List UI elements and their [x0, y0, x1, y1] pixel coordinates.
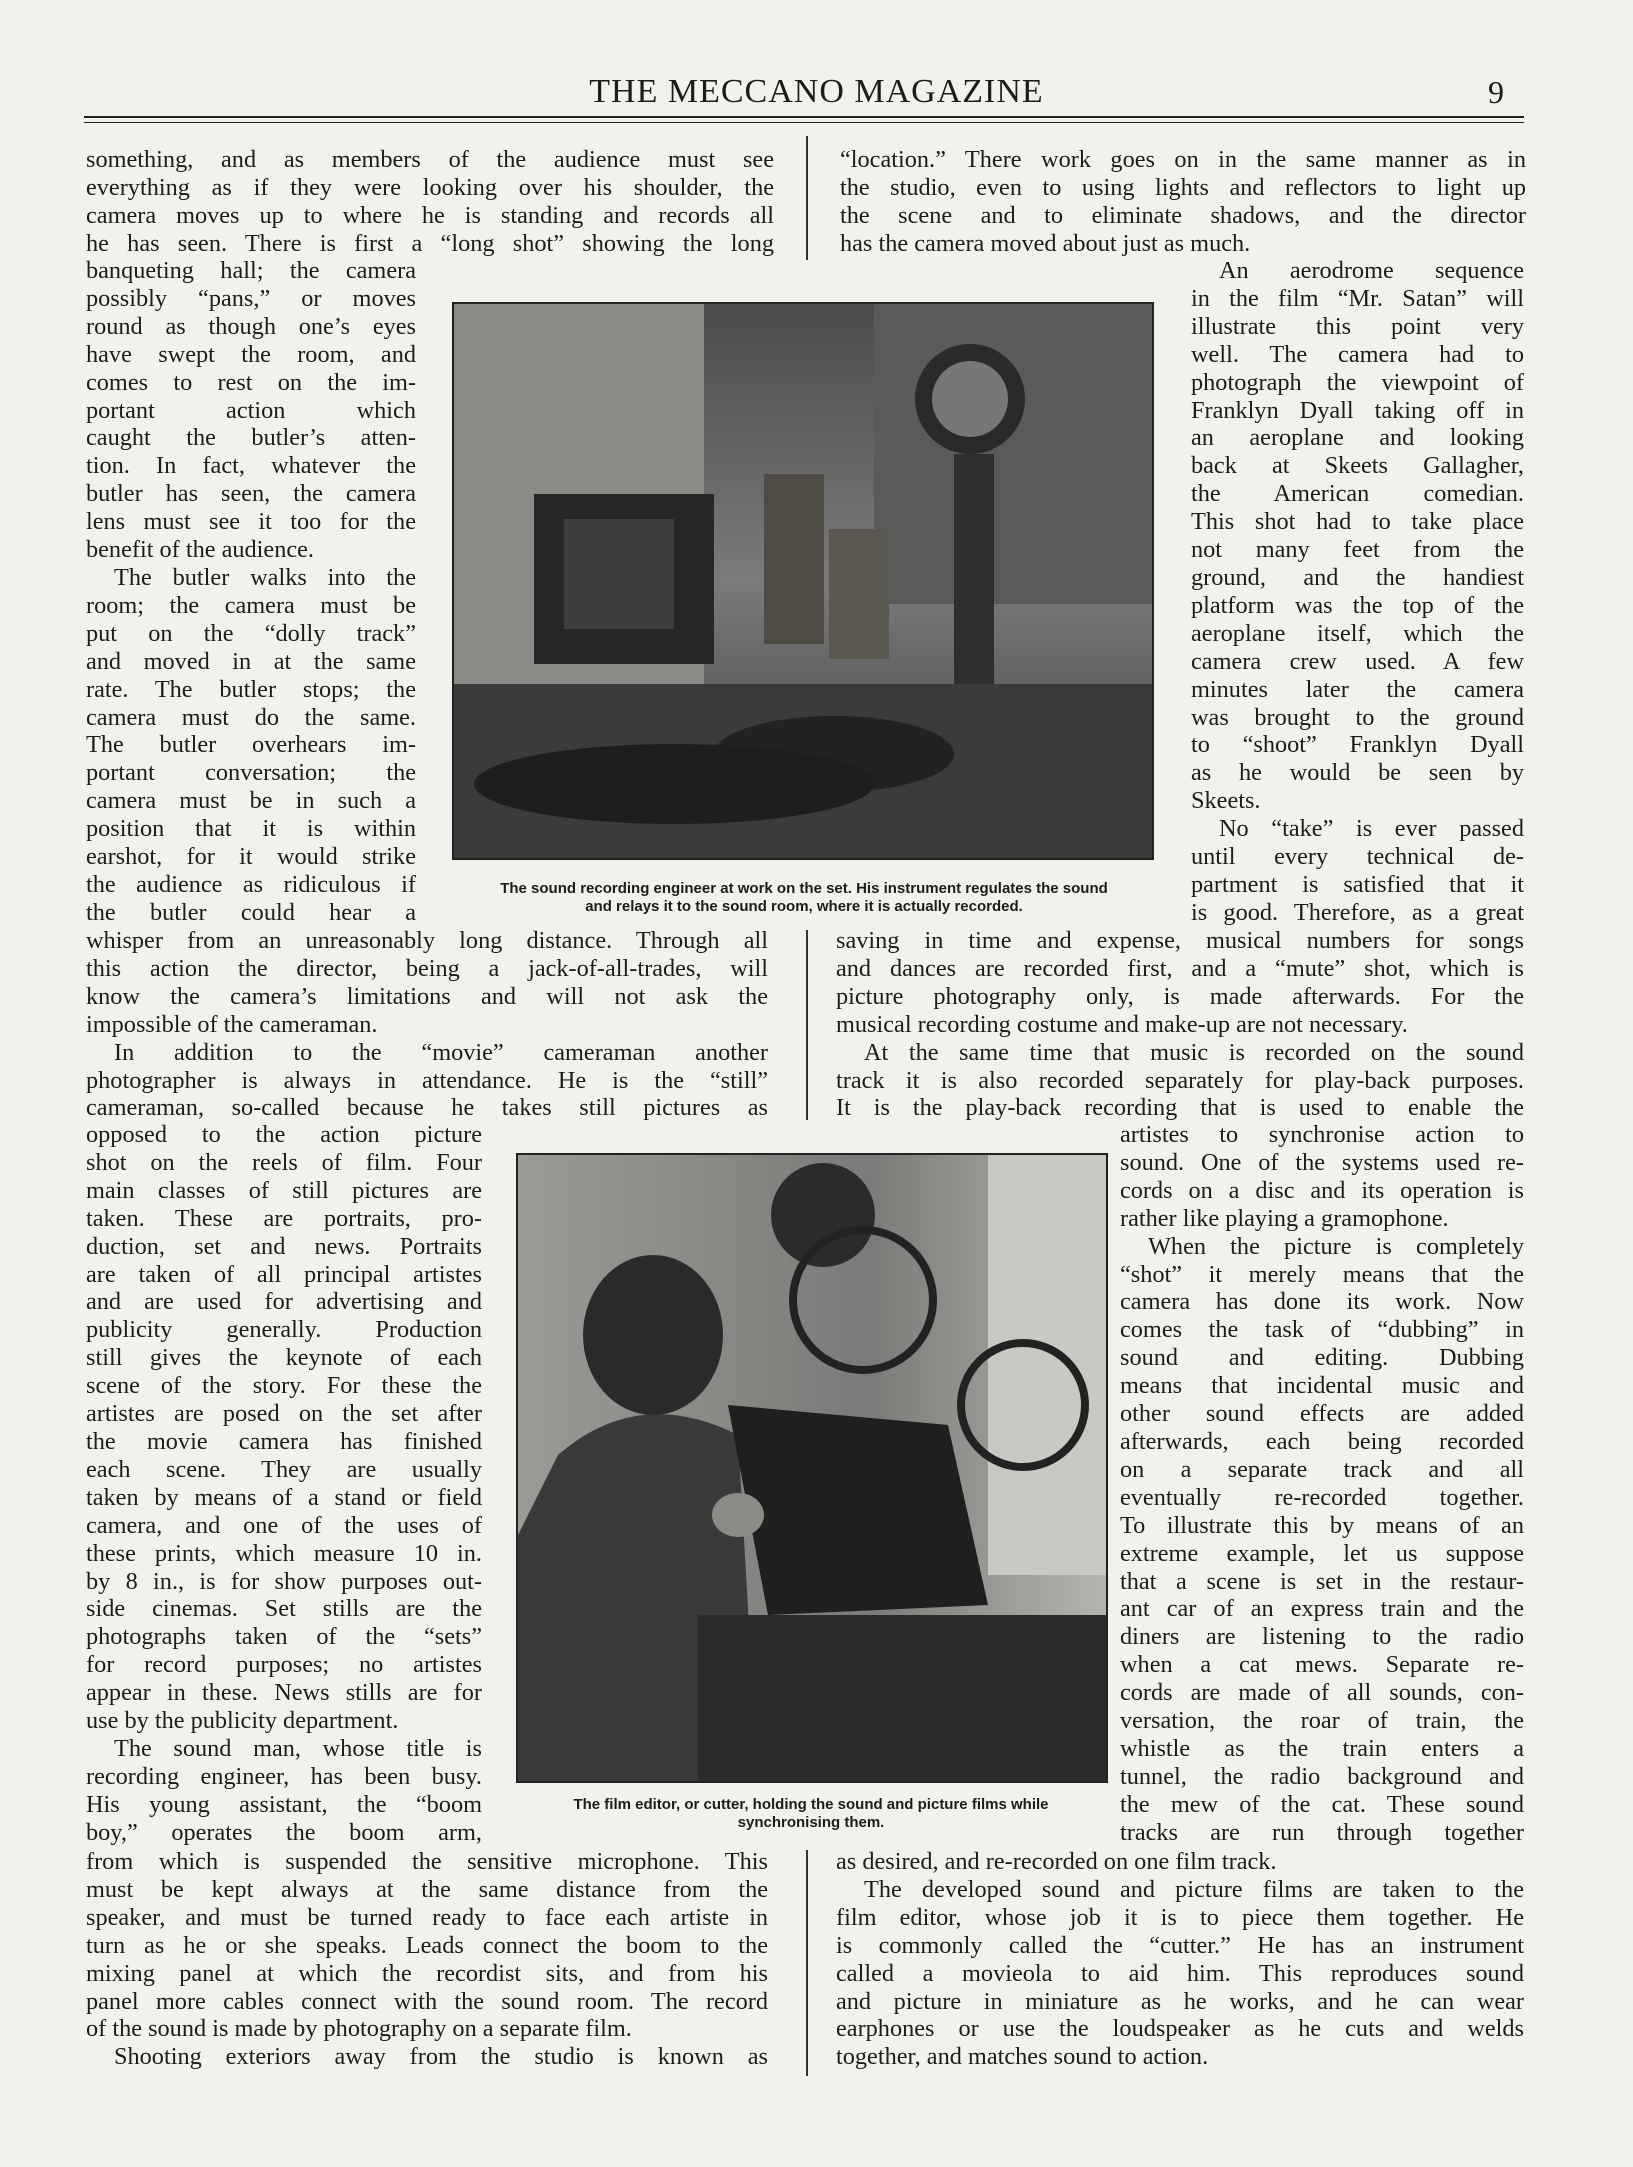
text-line: saving in time and expense, musical numbers for songs — [836, 927, 1524, 954]
text-line: It is the play-back recording that is used to enable the — [836, 1094, 1524, 1122]
photo-2-caption-line-2: synchronising them. — [737, 1814, 885, 1831]
text-line: well. The camera had to — [1191, 340, 1524, 368]
text-line: Shooting exteriors away from the studio is known as — [114, 2043, 768, 2071]
text-line: sound. One of the systems used re- — [1120, 1148, 1524, 1176]
text-line: the audience as ridiculous if — [86, 870, 416, 898]
text-line: boy,” operates the boom arm, — [86, 1818, 482, 1846]
text-line: aeroplane itself, which the — [1191, 619, 1524, 647]
text-line: portant conversation; the — [86, 759, 416, 787]
left-column-narrow-text — [86, 257, 416, 927]
text-line: is good. Therefore, as a great — [1191, 898, 1524, 926]
text-line: rather like playing a gramophone. — [1120, 1204, 1449, 1232]
text-line: To illustrate this by means of an — [1120, 1511, 1524, 1539]
photo-2-caption-line-1: The film editor, or cutter, holding the sound and picture films while — [573, 1796, 1049, 1813]
text-line: put on the “dolly track” — [86, 619, 416, 647]
text-line: earshot, for it would strike — [86, 843, 416, 871]
text-line: must be kept always at the same distance from the — [86, 1875, 768, 1903]
text-line: mixing panel at which the recordist sits, and from his — [86, 1959, 768, 1987]
text-line: and moved in at the same — [86, 647, 416, 675]
text-line: camera, and one of the uses of — [86, 1511, 482, 1539]
film-editor-photo — [516, 1153, 1108, 1783]
text-line: back at Skeets Gallagher, — [1191, 452, 1524, 480]
text-line: tion. In fact, whatever the — [86, 452, 416, 480]
text-line: everything as if they were looking over his shoulder, the — [86, 173, 774, 201]
text-line: shot on the reels of film. Four — [86, 1148, 482, 1176]
text-line: appear in these. News stills are for — [86, 1679, 482, 1707]
text-line: This shot had to take place — [1191, 508, 1524, 536]
sound-engineer-photo — [452, 302, 1154, 860]
right-column-middle-text — [836, 927, 1524, 1122]
text-line: possibly “pans,” or moves — [86, 284, 416, 312]
text-line: still gives the keynote of each — [86, 1344, 482, 1372]
text-line: are taken of all principal artistes — [86, 1260, 482, 1288]
text-line: for record purposes; no artistes — [86, 1651, 482, 1679]
text-line: he has seen. There is first a “long shot” showing the long — [86, 229, 774, 257]
text-line: When the picture is completely — [1148, 1232, 1524, 1260]
text-line: whisper from an unreasonably long distance. Through all — [86, 927, 768, 954]
photo-1-caption — [444, 880, 1164, 916]
text-line: from which is suspended the sensitive microphone. This — [86, 1848, 768, 1875]
text-line: partment is satisfied that it — [1191, 870, 1524, 898]
text-line: comes the task of “dubbing” in — [1120, 1316, 1524, 1344]
text-line: something, and as members of the audience must see — [86, 146, 774, 173]
text-line: The butler overhears im- — [86, 731, 416, 759]
text-line: ant car of an express train and the — [1120, 1595, 1524, 1623]
text-line: extreme example, let us suppose — [1120, 1539, 1524, 1567]
text-line: An aerodrome sequence — [1219, 257, 1524, 284]
text-line: side cinemas. Set stills are the — [86, 1595, 482, 1623]
text-line: camera must be in such a — [86, 787, 416, 815]
text-line: use by the publicity department. — [86, 1707, 399, 1735]
text-line: platform was the top of the — [1191, 591, 1524, 619]
left-column-narrow-text-2 — [86, 1121, 482, 1847]
text-line: film editor, whose job it is to piece them together. He — [836, 1903, 1524, 1931]
text-line: tracks are run through together — [1120, 1818, 1524, 1846]
text-line: afterwards, each being recorded — [1120, 1427, 1524, 1455]
text-line: The developed sound and picture films are taken to the — [864, 1875, 1524, 1903]
text-line: At the same time that music is recorded on the sound — [864, 1038, 1524, 1066]
text-line: cords are made of all sounds, con- — [1120, 1679, 1524, 1707]
text-line: caught the butler’s atten- — [86, 424, 416, 452]
text-line: an aeroplane and looking — [1191, 424, 1524, 452]
text-line: the scene and to eliminate shadows, and the director — [840, 201, 1526, 229]
right-column-narrow-text-2 — [1120, 1121, 1524, 1847]
text-line: and are used for advertising and — [86, 1288, 482, 1316]
text-line: “location.” There work goes on in the same manner as in — [840, 146, 1526, 173]
column-divider — [806, 1850, 808, 2076]
text-line: and dances are recorded first, and a “mute” shot, which is — [836, 954, 1524, 982]
text-line: picture photography only, is made afterwards. For the — [836, 982, 1524, 1010]
text-line: whistle as the train enters a — [1120, 1734, 1524, 1762]
text-line: round as though one’s eyes — [86, 312, 416, 340]
text-line: know the camera’s limitations and will not ask the — [86, 982, 768, 1010]
right-column-bottom-text — [836, 1848, 1524, 2071]
text-line: taken. These are portraits, pro- — [86, 1204, 482, 1232]
photo-1-caption-line-1: The sound recording engineer at work on the set. His instrument regulates the sound — [500, 880, 1108, 897]
text-line: and picture in miniature as he works, and he can wear — [836, 1987, 1524, 2015]
text-line: each scene. They are usually — [86, 1455, 482, 1483]
text-line: called a movieola to aid him. This reproduces sound — [836, 1959, 1524, 1987]
text-line: “shot” it merely means that the — [1120, 1260, 1524, 1288]
text-line: position that it is within — [86, 815, 416, 843]
right-column-narrow-text — [1191, 257, 1524, 927]
text-line: camera has done its work. Now — [1120, 1288, 1524, 1316]
text-line: room; the camera must be — [86, 591, 416, 619]
text-line: musical recording costume and make-up are not necessary. — [836, 1010, 1408, 1038]
text-line: the studio, even to using lights and reflectors to light up — [840, 173, 1526, 201]
text-line: ground, and the handiest — [1191, 563, 1524, 591]
text-line: artistes are posed on the set after — [86, 1400, 482, 1428]
right-column-top-text — [840, 146, 1526, 258]
text-line: the butler could hear a — [86, 898, 416, 926]
text-line: not many feet from the — [1191, 536, 1524, 564]
text-line: camera must do the same. — [86, 703, 416, 731]
text-line: sound and editing. Dubbing — [1120, 1344, 1524, 1372]
text-line: benefit of the audience. — [86, 536, 315, 564]
text-line: in the film “Mr. Satan” will — [1191, 284, 1524, 312]
text-line: track it is also recorded separately for play-back purposes. — [836, 1066, 1524, 1094]
text-line: rate. The butler stops; the — [86, 675, 416, 703]
text-line: eventually re-recorded together. — [1120, 1483, 1524, 1511]
page-number: 9 — [1488, 74, 1504, 110]
left-column-middle-text — [86, 927, 768, 1122]
text-line: until every technical de- — [1191, 843, 1524, 871]
text-line: this action the director, being a jack-of-all-trades, will — [86, 954, 768, 982]
text-line: cameraman, so-called because he takes still pictures as — [86, 1094, 768, 1122]
text-line: tunnel, the radio background and — [1120, 1762, 1524, 1790]
column-divider — [806, 930, 808, 1120]
text-line: camera crew used. A few — [1191, 647, 1524, 675]
text-line: minutes later the camera — [1191, 675, 1524, 703]
text-line: by 8 in., is for show purposes out- — [86, 1567, 482, 1595]
text-line: versation, the roar of train, the — [1120, 1707, 1524, 1735]
text-line: His young assistant, the “boom — [86, 1790, 482, 1818]
photo-2-caption — [496, 1796, 1126, 1832]
page-header-title: THE MECCANO MAGAZINE — [589, 73, 1044, 110]
text-line: Skeets. — [1191, 787, 1261, 815]
text-line: main classes of still pictures are — [86, 1176, 482, 1204]
text-line: The sound man, whose title is — [114, 1734, 482, 1762]
text-line: lens must see it too for the — [86, 508, 416, 536]
text-line: have swept the room, and — [86, 340, 416, 368]
text-line: banqueting hall; the camera — [86, 257, 416, 284]
text-line: recording engineer, has been busy. — [86, 1762, 482, 1790]
text-line: scene of the story. For these the — [86, 1372, 482, 1400]
text-line: illustrate this point very — [1191, 312, 1524, 340]
text-line: the American comedian. — [1191, 480, 1524, 508]
text-line: The butler walks into the — [114, 563, 416, 591]
header-rule-top — [84, 116, 1524, 118]
text-line: the movie camera has finished — [86, 1427, 482, 1455]
text-line: diners are listening to the radio — [1120, 1623, 1524, 1651]
text-line: as he would be seen by — [1191, 759, 1524, 787]
text-line: opposed to the action picture — [86, 1121, 482, 1148]
text-line: impossible of the cameraman. — [86, 1010, 378, 1038]
left-column-bottom-text — [86, 1848, 768, 2071]
text-line: speaker, and must be turned ready to face each artiste in — [86, 1903, 768, 1931]
text-line: cords on a disc and its operation is — [1120, 1176, 1524, 1204]
text-line: Franklyn Dyall taking off in — [1191, 396, 1524, 424]
photo-1-caption-line-2: and relays it to the sound room, where it is actually recorded. — [585, 898, 1023, 915]
text-line: publicity generally. Production — [86, 1316, 482, 1344]
text-line: the mew of the cat. These sound — [1120, 1790, 1524, 1818]
text-line: earphones or use the loudspeaker as he cuts and welds — [836, 2015, 1524, 2043]
header-rule-bottom — [84, 122, 1524, 123]
text-line: No “take” is ever passed — [1219, 815, 1524, 843]
text-line: other sound effects are added — [1120, 1400, 1524, 1428]
text-line: photographs taken of the “sets” — [86, 1623, 482, 1651]
text-line: to “shoot” Franklyn Dyall — [1191, 731, 1524, 759]
text-line: portant action which — [86, 396, 416, 424]
text-line: is commonly called the “cutter.” He has an instrument — [836, 1931, 1524, 1959]
text-line: panel more cables connect with the sound room. The record — [86, 1987, 768, 2015]
text-line: photograph the viewpoint of — [1191, 368, 1524, 396]
text-line: as desired, and re-recorded on one film track. — [836, 1848, 1277, 1875]
text-line: on a separate track and all — [1120, 1455, 1524, 1483]
text-line: comes to rest on the im- — [86, 368, 416, 396]
text-line: of the sound is made by photography on a separate film. — [86, 2015, 632, 2043]
text-line: duction, set and news. Portraits — [86, 1232, 482, 1260]
text-line: photographer is always in attendance. He is the “still” — [86, 1066, 768, 1094]
text-line: has the camera moved about just as much. — [840, 229, 1251, 257]
text-line: means that incidental music and — [1120, 1372, 1524, 1400]
text-line: butler has seen, the camera — [86, 480, 416, 508]
text-line: together, and matches sound to action. — [836, 2043, 1209, 2071]
left-column-top-text — [86, 146, 774, 258]
text-line: when a cat mews. Separate re- — [1120, 1651, 1524, 1679]
column-divider — [806, 136, 808, 260]
text-line: turn as he or she speaks. Leads connect the boom to the — [86, 1931, 768, 1959]
text-line: taken by means of a stand or field — [86, 1483, 482, 1511]
text-line: that a scene is set in the restaur- — [1120, 1567, 1524, 1595]
text-line: these prints, which measure 10 in. — [86, 1539, 482, 1567]
text-line: was brought to the ground — [1191, 703, 1524, 731]
text-line: artistes to synchronise action to — [1120, 1121, 1524, 1148]
text-line: camera moves up to where he is standing and records all — [86, 201, 774, 229]
text-line: In addition to the “movie” cameraman another — [114, 1038, 768, 1066]
